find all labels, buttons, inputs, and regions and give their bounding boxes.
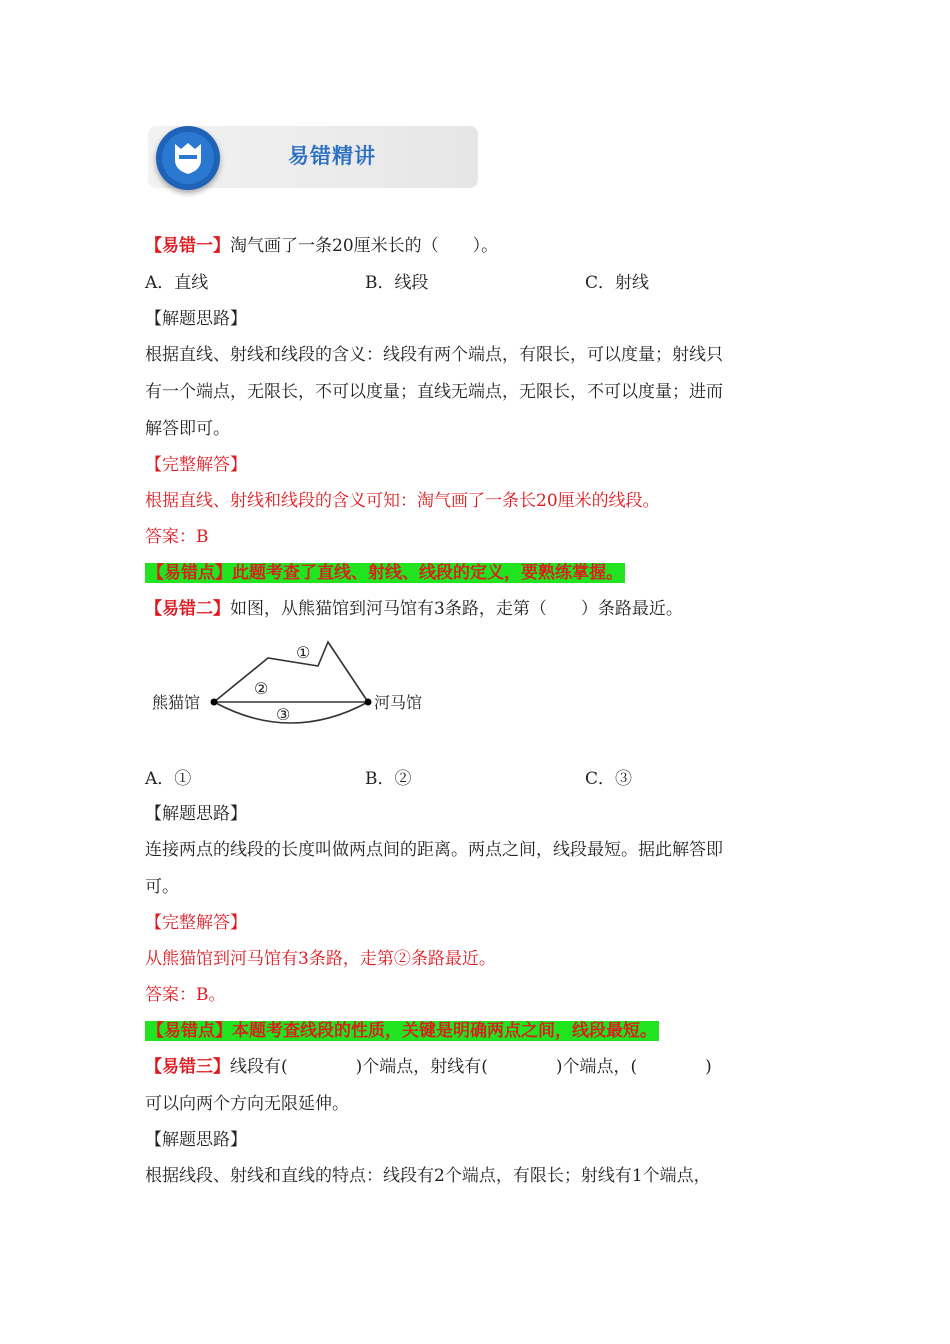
q2-question	[145, 597, 805, 621]
q1-thinking-line-2: 有一个端点，无限长，不可以度量；直线无端点，无限长，不可以度量；进而	[145, 382, 723, 402]
route-2-label: ②	[254, 679, 269, 698]
q1-option-a: A．直线	[145, 273, 209, 293]
q3-tag: 【易错三】	[145, 1057, 230, 1077]
shield-badge	[156, 126, 220, 190]
q2-option-c: C．③	[585, 769, 633, 789]
q1-point	[145, 561, 805, 585]
q1-answer-text: 根据直线、射线和线段的含义可知：淘气画了一条长20厘米的线段。	[145, 491, 660, 511]
q2-thinking-line-2: 可。	[145, 877, 179, 897]
route-3-path	[214, 702, 368, 723]
q1-tag: 【易错一】	[145, 236, 230, 256]
right-label: 河马馆	[374, 693, 423, 712]
q2-tag: 【易错二】	[145, 599, 230, 619]
q2-thinking-tag: 【解题思路】	[145, 804, 247, 824]
q3-thinking-tag: 【解题思路】	[145, 1130, 247, 1150]
q1-thinking-tag: 【解题思路】	[145, 309, 247, 329]
q3-question-line-2: 可以向两个方向无限延伸。	[145, 1094, 349, 1114]
route-1-label: ①	[296, 643, 311, 662]
q2-point-text: 【易错点】本题考查线段的性质，关键是明确两点之间，线段最短。	[147, 1021, 657, 1041]
q3-question	[145, 1055, 805, 1079]
q2-answer-tag: 【完整解答】	[145, 913, 247, 933]
route-1-path	[214, 642, 368, 702]
q3-text: 线段有( )个端点，射线有( )个端点，( )	[230, 1057, 712, 1077]
q2-answer-text: 从熊猫馆到河马馆有3条路，走第②条路最近。	[145, 949, 496, 969]
q1-point-text: 【易错点】此题考查了直线、射线、线段的定义，要熟练掌握。	[147, 563, 623, 583]
q1-thinking-line-3: 解答即可。	[145, 419, 230, 439]
q1-question	[145, 234, 805, 258]
q1-option-b: B．线段	[365, 273, 429, 293]
left-label: 熊猫馆	[152, 693, 201, 712]
q2-thinking-line-1: 连接两点的线段的长度叫做两点间的距离。两点之间，线段最短。据此解答即	[145, 840, 723, 860]
q1-text: 淘气画了一条20厘米长的（ ）。	[230, 236, 499, 256]
shield-icon	[172, 140, 204, 176]
q2-answer: 答案：B。	[145, 985, 226, 1005]
q2-option-a: A．①	[145, 769, 192, 789]
banner-title: 易错精讲	[288, 144, 376, 168]
q2-point	[145, 1019, 805, 1043]
q3-thinking-line-1: 根据线段、射线和直线的特点：线段有2个端点，有限长；射线有1个端点，	[145, 1166, 711, 1186]
q1-thinking-line-1: 根据直线、射线和线段的含义：线段有两个端点，有限长，可以度量；射线只	[145, 345, 723, 365]
right-endpoint	[365, 699, 372, 706]
route-figure	[150, 634, 440, 738]
q1-answer: 答案：B	[145, 527, 209, 547]
q2-text: 如图，从熊猫馆到河马馆有3条路，走第（ ）条路最近。	[230, 599, 683, 619]
q2-option-b: B．②	[365, 769, 412, 789]
left-endpoint	[211, 699, 218, 706]
route-3-label: ③	[276, 705, 291, 724]
q1-answer-tag: 【完整解答】	[145, 455, 247, 475]
q1-option-c: C．射线	[585, 273, 650, 293]
